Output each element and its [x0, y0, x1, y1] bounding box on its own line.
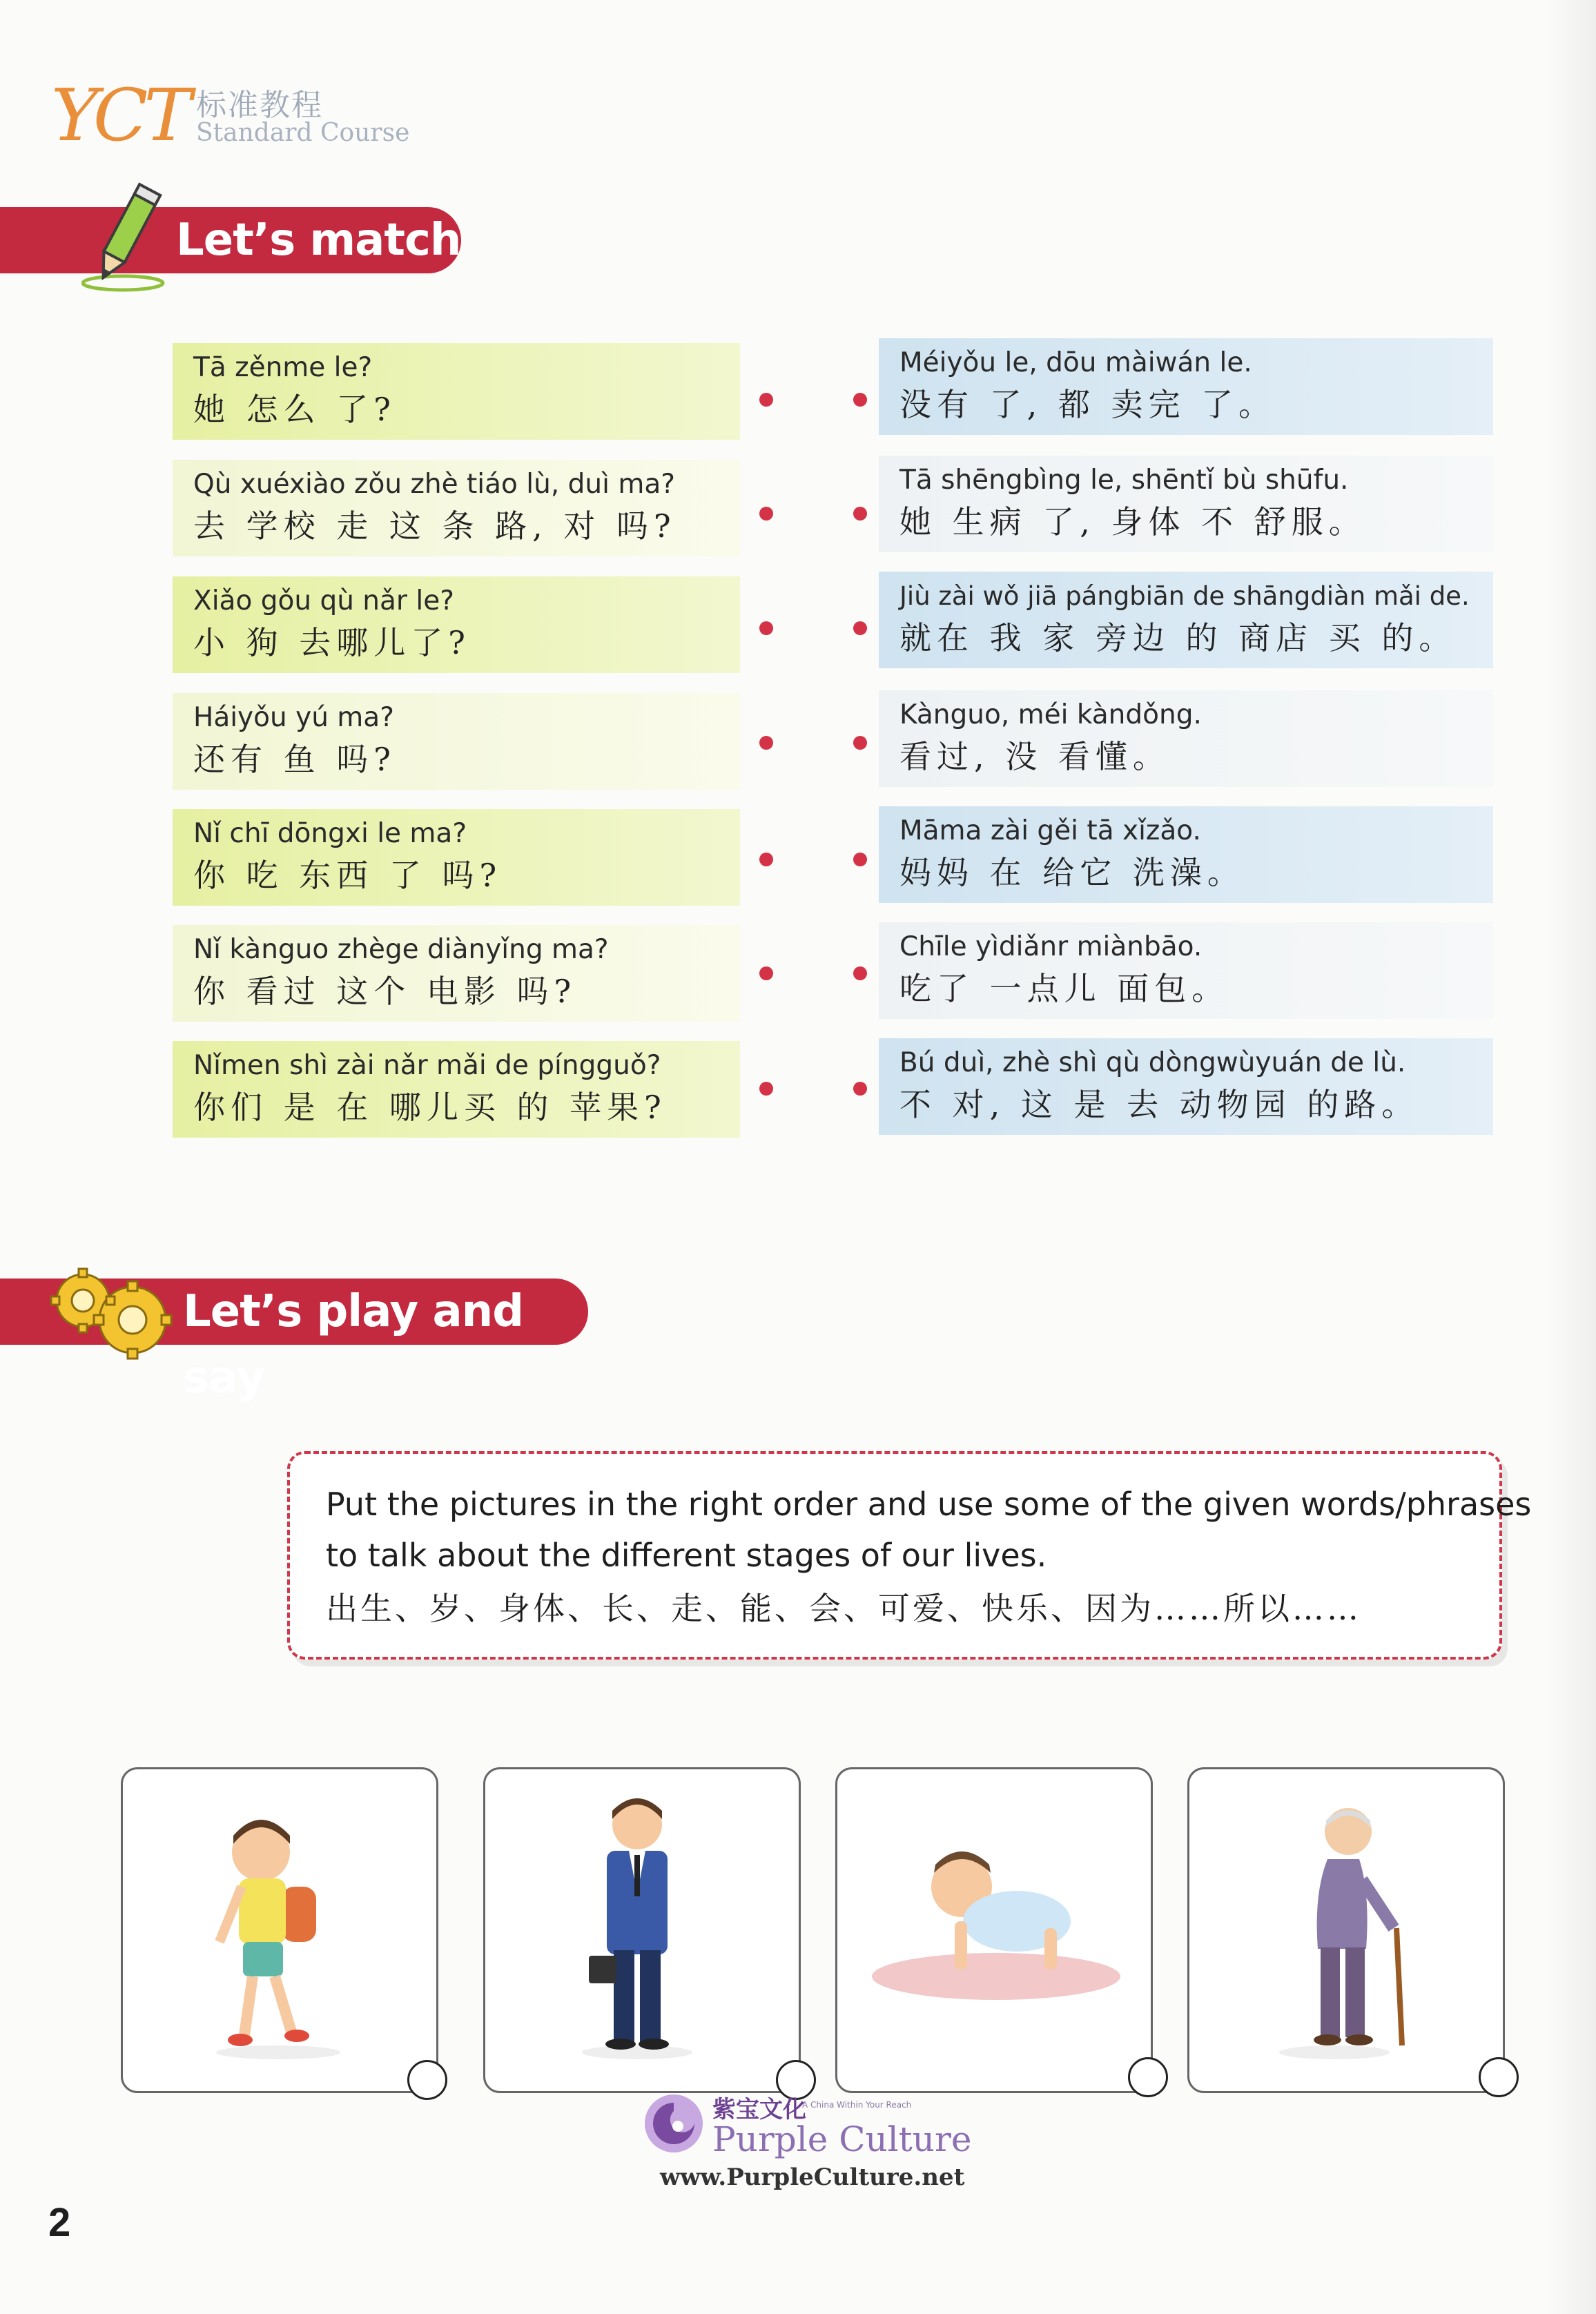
yct-logo: [51, 73, 410, 157]
crawling-baby-illustration: [837, 1769, 1151, 2091]
hanzi-text: 你 吃 东西 了 吗?: [193, 857, 503, 894]
pinyin-text: Jiù zài wǒ jiā pángbiān de shāngdiàn mǎi de.: [899, 581, 1470, 611]
hanzi-text: 她 生病 了, 身体 不 舒服。: [899, 503, 1366, 541]
hanzi-text: 去 学校 走 这 条 路, 对 吗?: [193, 507, 677, 545]
watermark-url: www.PurpleCulture.net: [660, 2164, 965, 2191]
purple-culture-watermark: [642, 2092, 972, 2195]
lets-play-and-say-banner: [0, 1278, 588, 1403]
match-dot-right[interactable]: [853, 966, 867, 980]
pinyin-text: Xiǎo gǒu qù nǎr le?: [193, 585, 454, 616]
match-dot-left[interactable]: [759, 736, 773, 750]
watermark-brand-name: Purple Culture: [712, 2119, 972, 2159]
section-title: Let’s play and say: [183, 1286, 523, 1403]
right-phrase-card: [879, 1038, 1493, 1135]
page-edge-shadow: [1548, 0, 1596, 2314]
left-phrase-card: [173, 693, 740, 790]
pinyin-text: Nǐ chī dōngxi le ma?: [193, 818, 467, 849]
pencil-icon: [81, 181, 185, 298]
watermark-chinese-name: 紫宝文化: [712, 2096, 806, 2123]
left-phrase-card: [173, 925, 740, 1022]
hanzi-text: 就在 我 家 旁边 的 商店 买 的。: [899, 619, 1457, 657]
right-phrase-card: [879, 338, 1493, 435]
hanzi-text: 小 狗 去哪儿了?: [193, 624, 471, 661]
pinyin-text: Tā zěnme le?: [193, 352, 373, 383]
section-title: Let’s match: [176, 215, 461, 266]
hanzi-text: 吃了 一点儿 面包。: [899, 970, 1229, 1007]
picture-card-adult: [483, 1767, 801, 2093]
hanzi-text: 不 对, 这 是 去 动物园 的路。: [899, 1086, 1419, 1123]
order-answer-circle[interactable]: [1128, 2057, 1168, 2097]
page-number: 2: [48, 2200, 71, 2245]
pinyin-text: Māma zài gěi tā xǐzǎo.: [899, 815, 1201, 846]
instruction-text: Put the pictures in the right order and use some of the given words/phrases: [326, 1486, 1532, 1523]
match-dot-right[interactable]: [853, 393, 867, 407]
pinyin-text: Kànguo, méi kàndǒng.: [899, 699, 1202, 730]
match-dot-left[interactable]: [759, 393, 773, 407]
pinyin-text: Háiyǒu yú ma?: [193, 702, 394, 733]
hanzi-text: 还有 鱼 吗?: [193, 741, 396, 778]
left-phrase-card: [173, 343, 740, 440]
child-with-backpack-illustration: [123, 1769, 436, 2091]
instruction-box: [287, 1451, 1532, 1660]
pinyin-text: Chīle yìdiǎnr miànbāo.: [899, 931, 1203, 962]
hanzi-text: 看过, 没 看懂。: [899, 738, 1170, 775]
right-phrase-card: [879, 572, 1493, 668]
hanzi-text: 妈妈 在 给它 洗澡。: [899, 854, 1245, 891]
left-phrase-card: [173, 1041, 740, 1138]
right-phrase-card: [879, 456, 1493, 552]
logo-mark: YCT: [51, 73, 188, 157]
match-dot-left[interactable]: [759, 853, 773, 866]
order-answer-circle[interactable]: [1479, 2057, 1519, 2097]
pinyin-text: Qù xuéxiào zǒu zhè tiáo lù, duì ma?: [193, 469, 675, 500]
watermark-tagline: A China Within Your Reach: [802, 2100, 912, 2110]
hanzi-text: 你们 是 在 哪儿买 的 苹果?: [193, 1089, 667, 1126]
instruction-text: to talk about the different stages of our lives.: [326, 1537, 1047, 1574]
pinyin-text: Nǐmen shì zài nǎr mǎi de píngguǒ?: [193, 1050, 661, 1081]
right-phrase-card: [879, 922, 1493, 1019]
logo-chinese-title: 标准教程: [196, 88, 323, 123]
match-dot-right[interactable]: [853, 736, 867, 750]
left-phrase-card: [173, 809, 740, 906]
pinyin-text: Tā shēngbìng le, shēntǐ bù shūfu.: [899, 465, 1349, 496]
match-dot-left[interactable]: [759, 1082, 773, 1096]
pinyin-text: Méiyǒu le, dōu màiwán le.: [899, 347, 1252, 378]
picture-card-baby: [835, 1767, 1153, 2093]
purple-culture-logo-icon: [642, 2092, 705, 2155]
hanzi-text: 你 看过 这个 电影 吗?: [193, 973, 577, 1010]
hanzi-text: 没有 了, 都 卖完 了。: [899, 386, 1276, 423]
picture-card-elderly: [1187, 1767, 1505, 2093]
elderly-man-with-cane-illustration: [1189, 1769, 1503, 2091]
right-phrase-card: [879, 806, 1493, 903]
match-dot-left[interactable]: [759, 966, 773, 980]
match-dot-right[interactable]: [853, 507, 867, 521]
gears-icon: [48, 1265, 173, 1361]
pinyin-text: Nǐ kànguo zhège diànyǐng ma?: [193, 934, 609, 965]
hanzi-text: 她 怎么 了?: [193, 391, 396, 428]
word-list: 出生、岁、身体、长、走、能、会、可爱、快乐、因为……所以……: [326, 1590, 1361, 1627]
match-dot-left[interactable]: [759, 507, 773, 521]
businessman-illustration: [485, 1769, 799, 2091]
picture-card-child: [121, 1767, 438, 2093]
left-phrase-card: [173, 576, 740, 673]
pinyin-text: Bú duì, zhè shì qù dòngwùyuán de lù.: [899, 1047, 1406, 1078]
lets-match-banner: [0, 207, 461, 273]
match-dot-right[interactable]: [853, 621, 867, 635]
left-phrase-card: [173, 460, 740, 556]
order-answer-circle[interactable]: [407, 2060, 447, 2100]
match-dot-left[interactable]: [759, 621, 773, 635]
logo-english-title: Standard Course: [196, 119, 410, 147]
match-dot-right[interactable]: [853, 853, 867, 866]
right-phrase-card: [879, 690, 1493, 787]
match-dot-right[interactable]: [853, 1082, 867, 1096]
